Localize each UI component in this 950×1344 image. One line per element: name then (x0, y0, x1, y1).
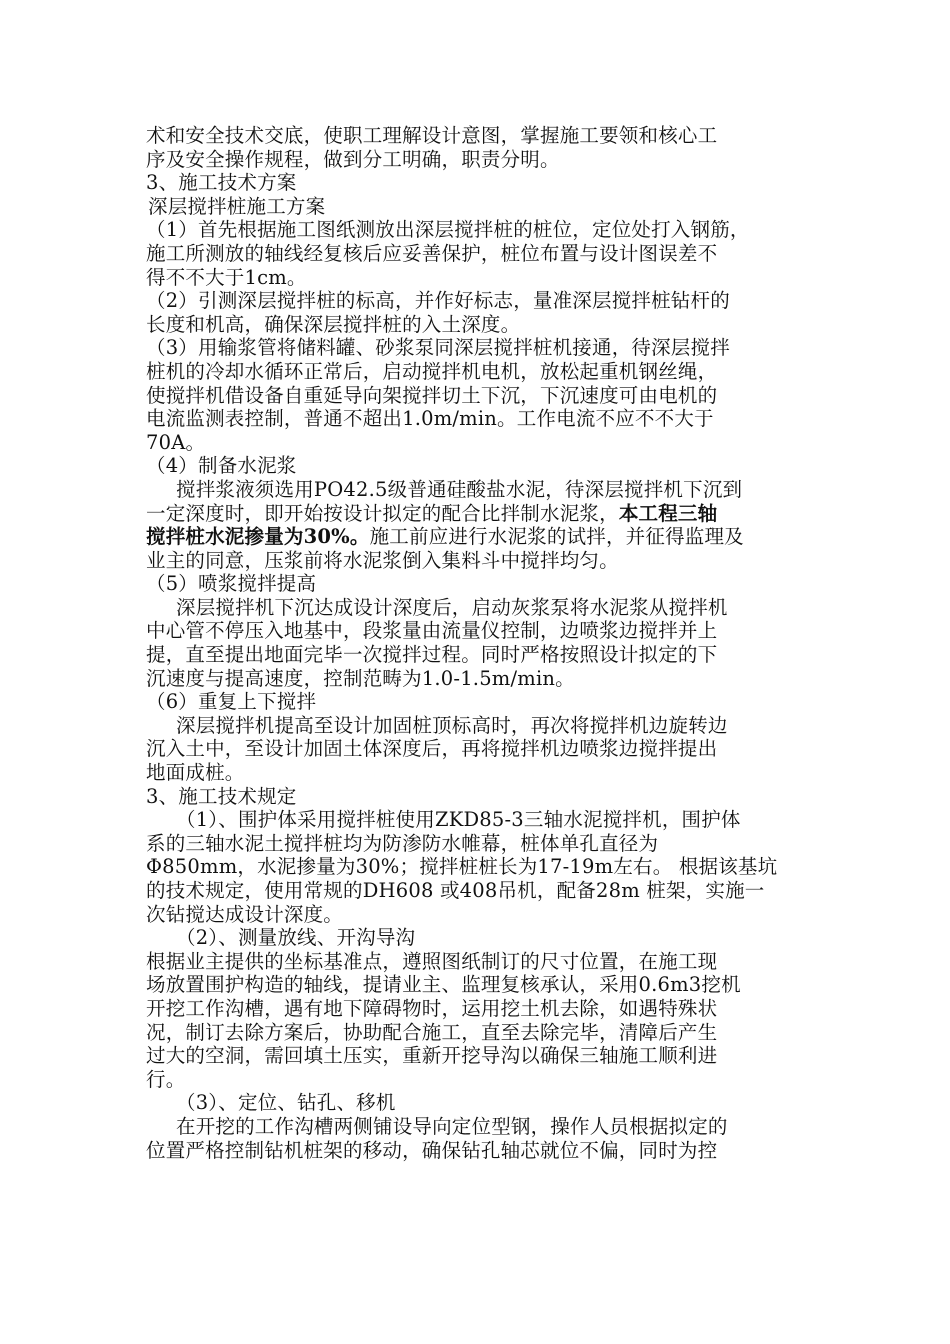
line-text: 3、施工技术规定 (146, 784, 297, 808)
line-text: （1）首先根据施工图纸测放出深层搅拌桩的桩位，定位处打入钢筋， (146, 218, 750, 242)
text-line (146, 997, 811, 1021)
text-line (146, 549, 811, 573)
text-line (146, 926, 811, 950)
bold-text: 本工程三轴 (618, 501, 718, 525)
line-text: 深层搅拌桩施工方案 (148, 194, 326, 218)
line-text: 业主的同意，压浆前将水泥浆倒入集料斗中搅拌均匀。 (146, 548, 619, 572)
text-line (146, 690, 811, 714)
line-text: 深层搅拌机下沉达成设计深度后，启动灰浆泵将水泥浆从搅拌机 (176, 595, 728, 619)
text-line (146, 761, 811, 785)
line-text: （3）、定位、钻孔、移机 (176, 1091, 396, 1115)
text-line (146, 336, 811, 360)
text-line (146, 218, 811, 242)
text-line (146, 808, 811, 832)
line-text: 提，直至提出地面完毕一次搅拌过程。同时严格按照设计拟定的下 (146, 643, 718, 667)
text-line (146, 855, 811, 879)
text-line (146, 242, 811, 266)
line-text: （1）、围护体采用搅拌桩使用ZKD85-3三轴水泥搅拌机，围护体 (176, 808, 741, 832)
text-line (146, 525, 811, 549)
text-line (146, 1021, 811, 1045)
line-text: 根据业主提供的坐标基准点，遵照图纸制订的尺寸位置，在施工现 (146, 949, 718, 973)
line-text: 沉入土中，至设计加固土体深度后，再将搅拌机边喷浆边搅拌提出 (146, 737, 718, 761)
line-text: 的技术规定，使用常规的DH608 或408吊机，配备28m 桩架，实施一 (146, 879, 765, 902)
text-line (146, 266, 811, 290)
text-line (146, 454, 811, 478)
text-line (146, 478, 811, 502)
text-line (146, 572, 811, 596)
text-line (146, 737, 811, 761)
text-line (146, 1068, 811, 1092)
text-line (146, 1115, 811, 1139)
line-text: 术和安全技术交底，使职工理解设计意图，掌握施工要领和核心工 (146, 124, 718, 147)
line-text: 搅拌浆液须选用PO42.5级普通硅酸盐水泥，待深层搅拌机下沉到 (176, 477, 743, 501)
line-text: 过大的空洞，需回填土压实，重新开挖导沟以确保三轴施工顺利进 (146, 1044, 718, 1068)
text-line (146, 785, 811, 809)
text-line (146, 124, 811, 148)
line-text: 系的三轴水泥土搅拌桩均为防渗防水帷幕，桩体单孔直径为 (146, 831, 659, 855)
line-text: （5）喷浆搅拌提高 (146, 572, 317, 596)
text-line (146, 407, 811, 431)
line-text: 序及安全操作规程，做到分工明确，职责分明。 (146, 147, 560, 171)
line-text: 深层搅拌机提高至设计加固桩顶标高时，再次将搅拌机边旋转边 (176, 713, 728, 737)
document-body (146, 124, 811, 1162)
text-line (146, 360, 811, 384)
line-text: （2）引测深层搅拌桩的标高，并作好标志，量准深层搅拌桩钻杆的 (146, 289, 730, 313)
text-line (146, 431, 811, 455)
text-line (146, 903, 811, 927)
line-text: 一定深度时，即开始按设计拟定的配合比拌制水泥浆， (146, 501, 619, 525)
text-line (146, 384, 811, 408)
line-text: 施工前应进行水泥浆的试拌，并征得监理及 (369, 525, 744, 549)
text-line (146, 1044, 811, 1068)
line-text: 沉速度与提高速度，控制范畴为1.0-1.5m/min。 (146, 666, 575, 690)
line-text: （2）、测量放线、开沟导沟 (176, 926, 416, 950)
line-text: 使搅拌机借设备自重延导向架搅拌切土下沉，下沉速度可由电机的 (146, 383, 718, 407)
line-text: 行。 (146, 1067, 186, 1091)
line-text: 电流监测表控制，普通不超出1.0m/min。工作电流不应不不大于 (146, 407, 714, 431)
text-line (146, 643, 811, 667)
line-text: 桩机的冷却水循环正常后，启动搅拌机电机，放松起重机钢丝绳， (146, 359, 718, 383)
text-line (146, 973, 811, 997)
line-text: 70A。 (146, 430, 206, 454)
text-line (146, 879, 811, 903)
line-text: 况，制订去除方案后，协助配合施工，直至去除完毕，清障后产生 (146, 1020, 718, 1044)
line-text: 得不不大于1cm。 (146, 265, 307, 289)
line-text: （6）重复上下搅拌 (146, 690, 317, 714)
text-line (146, 714, 811, 738)
text-line (146, 1091, 811, 1115)
text-line (146, 148, 811, 172)
text-line (146, 502, 811, 526)
line-text: 次钻搅达成设计深度。 (146, 902, 344, 926)
line-text: （4）制备水泥浆 (146, 454, 297, 478)
line-text: 地面成桩。 (146, 761, 245, 785)
line-text: （3）用输浆管将储料罐、砂浆泵同深层搅拌桩机接通，待深层搅拌 (146, 336, 730, 360)
text-line (146, 289, 811, 313)
text-line (146, 667, 811, 691)
line-text: 施工所测放的轴线经复核后应妥善保护，桩位布置与设计图误差不 (146, 241, 718, 265)
bold-text: 搅拌桩水泥掺量为30%。 (146, 525, 370, 549)
text-line (146, 832, 811, 856)
text-line (146, 171, 811, 195)
text-line (146, 195, 811, 219)
text-line (146, 950, 811, 974)
line-text: 中心管不停压入地基中，段浆量由流量仪控制，边喷浆边搅拌并上 (146, 619, 718, 643)
line-text: 长度和机高，确保深层搅拌桩的入土深度。 (146, 312, 521, 336)
line-text: 开挖工作沟槽，遇有地下障碍物时，运用挖土机去除，如遇特殊状 (146, 996, 718, 1020)
line-text: 位置严格控制钻机桩架的移动，确保钻孔轴芯就位不偏，同时为控 (146, 1138, 718, 1162)
line-text: 3、施工技术方案 (146, 171, 297, 195)
line-text: 在开挖的工作沟槽两侧铺设导向定位型钢，操作人员根据拟定的 (176, 1114, 728, 1138)
text-line (146, 313, 811, 337)
text-line (146, 619, 811, 643)
text-line (146, 1139, 811, 1163)
text-line (146, 596, 811, 620)
line-text: Φ850mm，水泥掺量为30%；搅拌桩桩长为17-19m左右。 根据该基坑 (146, 855, 778, 879)
line-text: 场放置围护构造的轴线，提请业主、监理复核承认，采用0.6m3挖机 (146, 973, 741, 997)
